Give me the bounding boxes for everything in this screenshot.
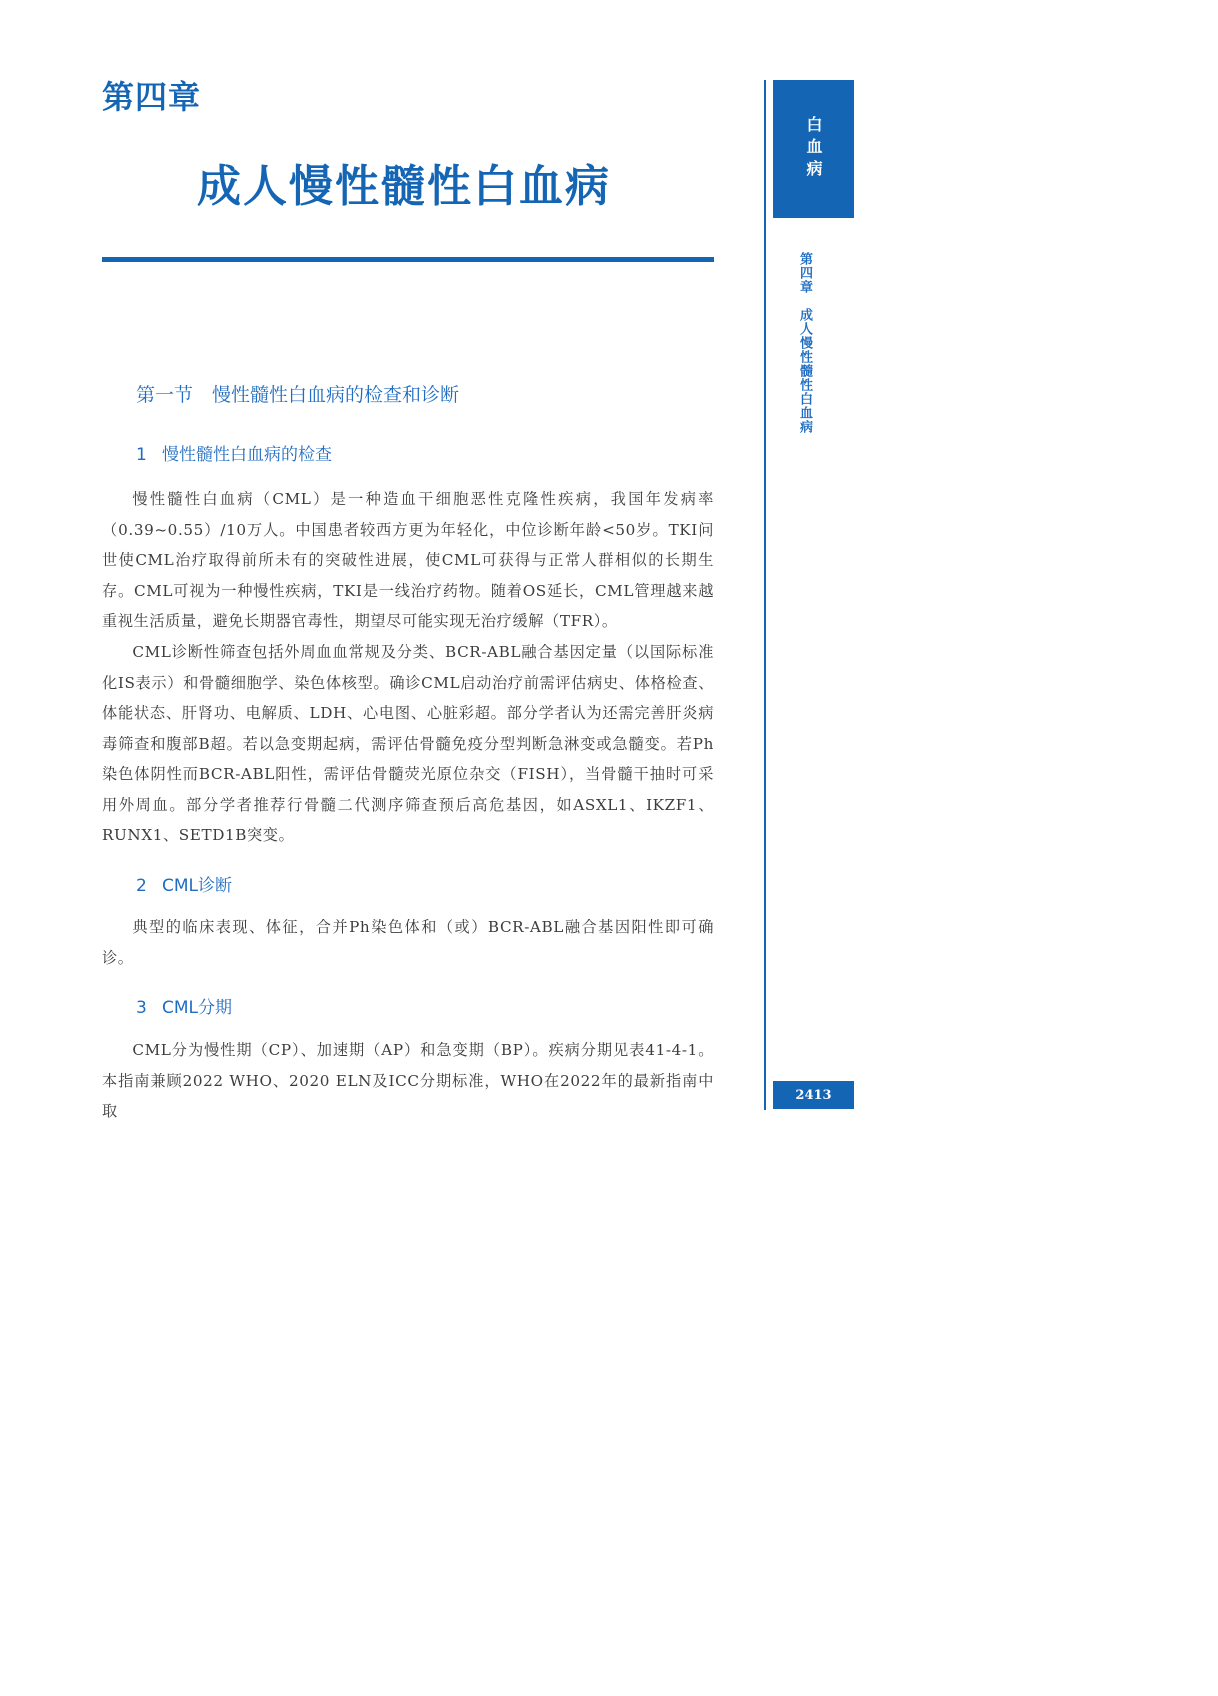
page-number-text: 2413	[795, 1087, 832, 1103]
paragraph: CML诊断性筛查包括外周血血常规及分类、BCR-ABL融合基因定量（以国际标准化IS表示）和骨髓细胞学、染色体核型。确诊CML启动治疗前需评估病史、体格检查、体能状态、肝肾功、电解质、LDH、心电图、心脏彩超。部分学者认为还需完善肝炎病毒筛查和腹部B超。若以急变期起病，需评估骨髓免疫分型判断急淋变或急髓变。若Ph染色体阴性而BCR-ABL阳性，需评估骨髓荧光原位杂交（FISH），当骨髓干抽时可采用外周血。部分学者推荐行骨髓二代测序筛查预后高危基因，如ASXL1、IKZF1、RUNX1、SETD1B突变。	[102, 643, 714, 844]
subsection-number: 2	[136, 876, 147, 896]
paragraph: 典型的临床表现、体征，合并Ph染色体和（或）BCR-ABL融合基因阳性即可确诊。	[102, 918, 714, 967]
sidebar-chapter-text	[798, 252, 811, 437]
chapter-label: 第四章	[102, 78, 202, 116]
subsection-title: CML分期	[162, 998, 233, 1018]
paragraph: 慢性髓性白血病（CML）是一种造血干细胞恶性克隆性疾病，我国年发病率（0.39~0.55）/10万人。中国患者较西方更为年轻化，中位诊断年龄<50岁。TKI问世使CML治疗取得前所未有的突破性进展，使CML可获得与正常人群相似的长期生存。CML可视为一种慢性疾病，TKI是一线治疗药物。随着OS延长，CML管理越来越重视生活质量，避免长期器官毒性，期望尽可能实现无治疗缓解（TFR）。	[102, 490, 714, 630]
sidebar-tab	[773, 80, 854, 218]
paragraph: CML分为慢性期（CP）、加速期（AP）和急变期（BP）。疾病分期见表41-4-1。本指南兼顾2022 WHO、2020 ELN及ICC分期标准，WHO在2022年的最新指南中取	[102, 1041, 714, 1120]
page-number	[773, 1081, 854, 1109]
subsection-heading-3	[136, 993, 232, 1018]
sidebar-chapter-label: 第四章 成人慢性髓性白血病	[797, 252, 812, 434]
subsection-number: 1	[136, 445, 147, 465]
chapter-title: 成人慢性髓性白血病	[197, 161, 611, 212]
sidebar-tab-label: 白血病	[804, 116, 823, 182]
subsection-title: 慢性髓性白血病的检查	[162, 445, 332, 465]
title-divider	[102, 257, 714, 262]
sidebar-rule	[764, 80, 766, 1110]
subsection-number: 3	[136, 998, 147, 1018]
subsection-title: CML诊断	[162, 876, 233, 896]
subsection-heading-1	[136, 440, 332, 465]
subsection-heading-2	[136, 871, 232, 896]
section-heading: 第一节 慢性髓性白血病的检查和诊断	[136, 384, 460, 406]
